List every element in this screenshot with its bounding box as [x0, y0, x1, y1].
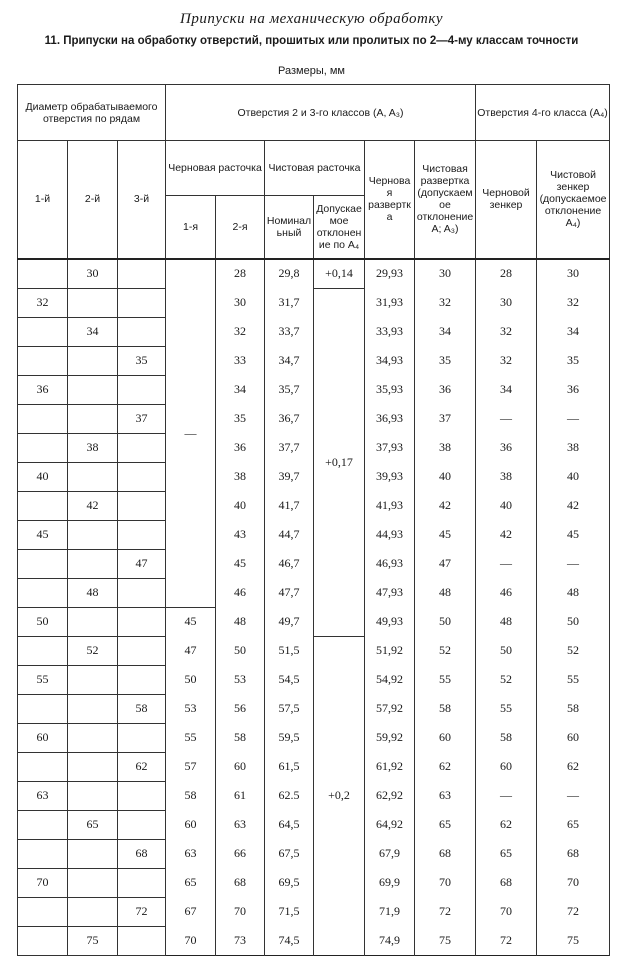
rough-reaming-cell: 36,93 [365, 404, 415, 433]
finish-reaming-cell: 42 [415, 491, 476, 520]
diam-row3-cell [118, 491, 166, 520]
finish-countersink-cell: 35 [537, 346, 610, 375]
diam-row3-cell [118, 926, 166, 955]
finish-countersink-cell: 55 [537, 665, 610, 694]
diam-row3-cell [118, 433, 166, 462]
rough-boring-2-cell: 73 [216, 926, 265, 955]
diam-row3-cell [118, 462, 166, 491]
finish-countersink-cell: 52 [537, 636, 610, 665]
rough-countersink-cell: — [476, 549, 537, 578]
rough-boring-1-cell: 58 [166, 781, 216, 810]
finish-reaming-cell: 45 [415, 520, 476, 549]
rough-boring-2-cell: 58 [216, 723, 265, 752]
finish-nominal-cell: 49,7 [265, 607, 314, 636]
rough-countersink-cell: 68 [476, 868, 537, 897]
finish-reaming-cell: 55 [415, 665, 476, 694]
rough-countersink-cell: — [476, 404, 537, 433]
rough-reaming-cell: 34,93 [365, 346, 415, 375]
rough-boring-1-cell: 53 [166, 694, 216, 723]
rough-boring-2-cell: 50 [216, 636, 265, 665]
finish-nominal-cell: 67,5 [265, 839, 314, 868]
rough-boring-2-cell: 32 [216, 317, 265, 346]
table-row [18, 259, 610, 289]
rough-countersink-cell: 62 [476, 810, 537, 839]
rough-countersink-cell: 32 [476, 317, 537, 346]
finish-countersink-cell: 45 [537, 520, 610, 549]
header-nominal: Номинальный [265, 196, 314, 259]
diam-row2-cell [68, 375, 118, 404]
diam-row1-cell [18, 839, 68, 868]
finish-reaming-cell: 47 [415, 549, 476, 578]
finish-reaming-cell: 30 [415, 259, 476, 289]
diam-row1-cell [18, 259, 68, 289]
diam-row2-cell: 48 [68, 578, 118, 607]
diam-row1-cell [18, 578, 68, 607]
finish-reaming-cell: 50 [415, 607, 476, 636]
diam-row1-cell [18, 897, 68, 926]
diam-row1-cell: 50 [18, 607, 68, 636]
rough-countersink-cell: 28 [476, 259, 537, 289]
diam-row1-cell [18, 433, 68, 462]
rough-boring-2-cell: 53 [216, 665, 265, 694]
rough-boring-2-cell: 63 [216, 810, 265, 839]
rough-reaming-cell: 44,93 [365, 520, 415, 549]
diam-row2-cell [68, 694, 118, 723]
header-finish-reaming: Чистовая развертка (допускаемое отклонение A; A₃) [415, 141, 476, 259]
rough-reaming-cell: 59,92 [365, 723, 415, 752]
finish-nominal-cell: 44,7 [265, 520, 314, 549]
finish-reaming-cell: 70 [415, 868, 476, 897]
finish-nominal-cell: 74,5 [265, 926, 314, 955]
rough-boring-2-cell: 46 [216, 578, 265, 607]
rough-reaming-cell: 39,93 [365, 462, 415, 491]
diam-row3-cell: 62 [118, 752, 166, 781]
diam-row2-cell: 38 [68, 433, 118, 462]
finish-countersink-cell: 40 [537, 462, 610, 491]
rough-boring-1-cell: 55 [166, 723, 216, 752]
rough-boring-2-cell: 28 [216, 259, 265, 289]
finish-reaming-cell: 52 [415, 636, 476, 665]
finish-reaming-cell: 34 [415, 317, 476, 346]
diam-row2-cell [68, 462, 118, 491]
rough-boring-2-cell: 56 [216, 694, 265, 723]
rough-boring-2-cell: 70 [216, 897, 265, 926]
rough-reaming-cell: 41,93 [365, 491, 415, 520]
units-label: Размеры, мм [278, 65, 345, 77]
finish-reaming-cell: 35 [415, 346, 476, 375]
finish-countersink-cell: — [537, 549, 610, 578]
rough-reaming-cell: 71,9 [365, 897, 415, 926]
table-row [18, 636, 610, 665]
header-diameter: Диаметр обрабатываемого отверстия по рядам [18, 85, 166, 141]
rough-reaming-cell: 35,93 [365, 375, 415, 404]
finish-countersink-cell: 42 [537, 491, 610, 520]
diam-row3-cell [118, 868, 166, 897]
rough-countersink-cell: 36 [476, 433, 537, 462]
rough-boring-2-cell: 43 [216, 520, 265, 549]
diam-row3-cell [118, 723, 166, 752]
rough-reaming-cell: 51,92 [365, 636, 415, 665]
diam-row1-cell [18, 317, 68, 346]
rough-boring-2-cell: 34 [216, 375, 265, 404]
finish-nominal-cell: 35,7 [265, 375, 314, 404]
header-rough-1: 1-я [166, 196, 216, 259]
finish-nominal-cell: 57,5 [265, 694, 314, 723]
diam-row1-cell [18, 694, 68, 723]
rough-boring-2-cell: 40 [216, 491, 265, 520]
rough-reaming-cell: 64,92 [365, 810, 415, 839]
header-tolerance: Допускаемое отклонение по A₄ [314, 196, 365, 259]
diam-row2-cell: 52 [68, 636, 118, 665]
rough-countersink-cell: 46 [476, 578, 537, 607]
diam-row3-cell [118, 781, 166, 810]
header-finish-countersink: Чистовой зенкер (допускаемое отклонение A₄) [537, 141, 610, 259]
finish-countersink-cell: 36 [537, 375, 610, 404]
finish-reaming-cell: 58 [415, 694, 476, 723]
finish-reaming-cell: 40 [415, 462, 476, 491]
finish-nominal-cell: 34,7 [265, 346, 314, 375]
finish-countersink-cell: 75 [537, 926, 610, 955]
diam-row2-cell [68, 723, 118, 752]
finish-countersink-cell: — [537, 781, 610, 810]
diam-row1-cell [18, 346, 68, 375]
rough-boring-2-cell: 45 [216, 549, 265, 578]
rough-boring-2-cell: 68 [216, 868, 265, 897]
header-rough-2: 2-я [216, 196, 265, 259]
rough-boring-1-cell: 57 [166, 752, 216, 781]
rough-countersink-cell: 38 [476, 462, 537, 491]
rough-boring-1-cell: 47 [166, 636, 216, 665]
diam-row2-cell: 30 [68, 259, 118, 289]
rough-countersink-cell: 32 [476, 346, 537, 375]
rough-boring-2-cell: 30 [216, 288, 265, 317]
header-class4: Отверстия 4-го класса (A₄) [476, 85, 610, 141]
finish-countersink-cell: 32 [537, 288, 610, 317]
finish-nominal-cell: 37,7 [265, 433, 314, 462]
diam-row2-cell [68, 665, 118, 694]
header-row3: 3-й [118, 141, 166, 259]
diam-row3-cell [118, 259, 166, 289]
diam-row1-cell: 45 [18, 520, 68, 549]
diam-row3-cell [118, 317, 166, 346]
header-finish-boring: Чистовая расточка [265, 141, 365, 196]
diam-row1-cell [18, 752, 68, 781]
finish-reaming-cell: 37 [415, 404, 476, 433]
diam-row1-cell: 32 [18, 288, 68, 317]
finish-countersink-cell: 68 [537, 839, 610, 868]
tolerance-02: +0,2 [314, 636, 365, 955]
diam-row2-cell: 65 [68, 810, 118, 839]
diam-row3-cell: 47 [118, 549, 166, 578]
rough-boring-2-cell: 61 [216, 781, 265, 810]
diam-row2-cell [68, 404, 118, 433]
diam-row3-cell [118, 665, 166, 694]
finish-nominal-cell: 41,7 [265, 491, 314, 520]
diam-row2-cell [68, 868, 118, 897]
finish-countersink-cell: 65 [537, 810, 610, 839]
rough-reaming-cell: 47,93 [365, 578, 415, 607]
rough-countersink-cell: — [476, 781, 537, 810]
rough-countersink-cell: 55 [476, 694, 537, 723]
rough-boring-2-cell: 38 [216, 462, 265, 491]
rough-boring-2-cell: 48 [216, 607, 265, 636]
diam-row3-cell [118, 607, 166, 636]
diam-row2-cell [68, 288, 118, 317]
diam-row2-cell [68, 752, 118, 781]
allowance-table [17, 84, 610, 956]
diam-row2-cell [68, 781, 118, 810]
rough-reaming-cell: 37,93 [365, 433, 415, 462]
page-title: Припуски на механическую обработку [179, 11, 443, 27]
finish-reaming-cell: 38 [415, 433, 476, 462]
rough-reaming-cell: 67,9 [365, 839, 415, 868]
finish-reaming-cell: 32 [415, 288, 476, 317]
finish-reaming-cell: 65 [415, 810, 476, 839]
finish-nominal-cell: 62.5 [265, 781, 314, 810]
finish-countersink-cell: 58 [537, 694, 610, 723]
header-rough-boring: Черновая расточка [166, 141, 265, 196]
rough-countersink-cell: 40 [476, 491, 537, 520]
diam-row1-cell [18, 404, 68, 433]
rough-countersink-cell: 58 [476, 723, 537, 752]
rough-reaming-cell: 54,92 [365, 665, 415, 694]
rough-reaming-cell: 69,9 [365, 868, 415, 897]
rough-countersink-cell: 60 [476, 752, 537, 781]
finish-countersink-cell: 34 [537, 317, 610, 346]
diam-row1-cell [18, 549, 68, 578]
header-rough-reaming: Черновая развертка [365, 141, 415, 259]
finish-nominal-cell: 31,7 [265, 288, 314, 317]
rough-reaming-cell: 57,92 [365, 694, 415, 723]
finish-countersink-cell: — [537, 404, 610, 433]
finish-nominal-cell: 29,8 [265, 259, 314, 289]
diam-row3-cell [118, 810, 166, 839]
finish-reaming-cell: 63 [415, 781, 476, 810]
rough-boring-2-cell: 33 [216, 346, 265, 375]
rough-countersink-cell: 52 [476, 665, 537, 694]
diam-row3-cell: 35 [118, 346, 166, 375]
diam-row1-cell [18, 636, 68, 665]
diam-row1-cell: 40 [18, 462, 68, 491]
diam-row1-cell [18, 491, 68, 520]
rough-countersink-cell: 50 [476, 636, 537, 665]
finish-nominal-cell: 64,5 [265, 810, 314, 839]
table-body [18, 259, 610, 956]
rough-boring-2-cell: 66 [216, 839, 265, 868]
finish-nominal-cell: 69,5 [265, 868, 314, 897]
diam-row3-cell [118, 375, 166, 404]
diam-row2-cell: 42 [68, 491, 118, 520]
header-row1: 1-й [18, 141, 68, 259]
finish-nominal-cell: 51,5 [265, 636, 314, 665]
rough-boring-1-cell: 67 [166, 897, 216, 926]
diam-row3-cell: 68 [118, 839, 166, 868]
finish-nominal-cell: 61,5 [265, 752, 314, 781]
rough-boring-2-cell: 60 [216, 752, 265, 781]
rough-boring-1-cell: 45 [166, 607, 216, 636]
finish-reaming-cell: 48 [415, 578, 476, 607]
diam-row1-cell: 70 [18, 868, 68, 897]
rough-countersink-cell: 34 [476, 375, 537, 404]
diam-row2-cell [68, 607, 118, 636]
diam-row1-cell: 36 [18, 375, 68, 404]
diam-row3-cell: 72 [118, 897, 166, 926]
finish-nominal-cell: 54,5 [265, 665, 314, 694]
finish-countersink-cell: 70 [537, 868, 610, 897]
finish-reaming-cell: 62 [415, 752, 476, 781]
diam-row1-cell: 60 [18, 723, 68, 752]
rough-reaming-cell: 29,93 [365, 259, 415, 289]
finish-nominal-cell: 47,7 [265, 578, 314, 607]
rough-countersink-cell: 70 [476, 897, 537, 926]
finish-nominal-cell: 46,7 [265, 549, 314, 578]
finish-nominal-cell: 39,7 [265, 462, 314, 491]
rough-reaming-cell: 62,92 [365, 781, 415, 810]
rough-reaming-cell: 61,92 [365, 752, 415, 781]
rough-countersink-cell: 48 [476, 607, 537, 636]
diam-row1-cell: 55 [18, 665, 68, 694]
tolerance-014: +0,14 [314, 259, 365, 289]
rough-boring-1-cell: 60 [166, 810, 216, 839]
finish-countersink-cell: 38 [537, 433, 610, 462]
rough-reaming-cell: 49,93 [365, 607, 415, 636]
finish-reaming-cell: 72 [415, 897, 476, 926]
diam-row2-cell [68, 897, 118, 926]
diam-row1-cell: 63 [18, 781, 68, 810]
diam-row3-cell [118, 578, 166, 607]
finish-nominal-cell: 59,5 [265, 723, 314, 752]
finish-reaming-cell: 68 [415, 839, 476, 868]
finish-reaming-cell: 75 [415, 926, 476, 955]
rough-countersink-cell: 30 [476, 288, 537, 317]
table-title: 11. Припуски на обработку отверстий, прошитых или пролитых по 2—4-му классам точности [44, 35, 579, 47]
finish-reaming-cell: 36 [415, 375, 476, 404]
finish-nominal-cell: 36,7 [265, 404, 314, 433]
rough-countersink-cell: 65 [476, 839, 537, 868]
rough-boring-1-dash: — [166, 259, 216, 608]
diam-row1-cell [18, 926, 68, 955]
header-row2: 2-й [68, 141, 118, 259]
finish-countersink-cell: 48 [537, 578, 610, 607]
rough-boring-1-cell: 50 [166, 665, 216, 694]
rough-countersink-cell: 42 [476, 520, 537, 549]
table-row [18, 288, 610, 317]
finish-countersink-cell: 62 [537, 752, 610, 781]
diam-row1-cell [18, 810, 68, 839]
rough-reaming-cell: 31,93 [365, 288, 415, 317]
rough-boring-1-cell: 70 [166, 926, 216, 955]
finish-nominal-cell: 33,7 [265, 317, 314, 346]
diam-row3-cell [118, 636, 166, 665]
header-class23: Отверстия 2 и 3-го классов (A, A₃) [166, 85, 476, 141]
rough-countersink-cell: 72 [476, 926, 537, 955]
finish-countersink-cell: 60 [537, 723, 610, 752]
finish-countersink-cell: 72 [537, 897, 610, 926]
rough-reaming-cell: 74,9 [365, 926, 415, 955]
rough-boring-2-cell: 35 [216, 404, 265, 433]
rough-boring-1-cell: 65 [166, 868, 216, 897]
diam-row3-cell [118, 288, 166, 317]
header-rough-countersink: Черновой зенкер [476, 141, 537, 259]
tolerance-017: +0,17 [314, 288, 365, 636]
diam-row2-cell [68, 549, 118, 578]
finish-reaming-cell: 60 [415, 723, 476, 752]
diam-row2-cell: 34 [68, 317, 118, 346]
rough-reaming-cell: 33,93 [365, 317, 415, 346]
rough-boring-1-cell: 63 [166, 839, 216, 868]
rough-reaming-cell: 46,93 [365, 549, 415, 578]
finish-countersink-cell: 30 [537, 259, 610, 289]
finish-nominal-cell: 71,5 [265, 897, 314, 926]
diam-row2-cell: 75 [68, 926, 118, 955]
diam-row2-cell [68, 839, 118, 868]
diam-row3-cell [118, 520, 166, 549]
diam-row3-cell: 37 [118, 404, 166, 433]
finish-countersink-cell: 50 [537, 607, 610, 636]
rough-boring-2-cell: 36 [216, 433, 265, 462]
diam-row2-cell [68, 520, 118, 549]
diam-row3-cell: 58 [118, 694, 166, 723]
diam-row2-cell [68, 346, 118, 375]
